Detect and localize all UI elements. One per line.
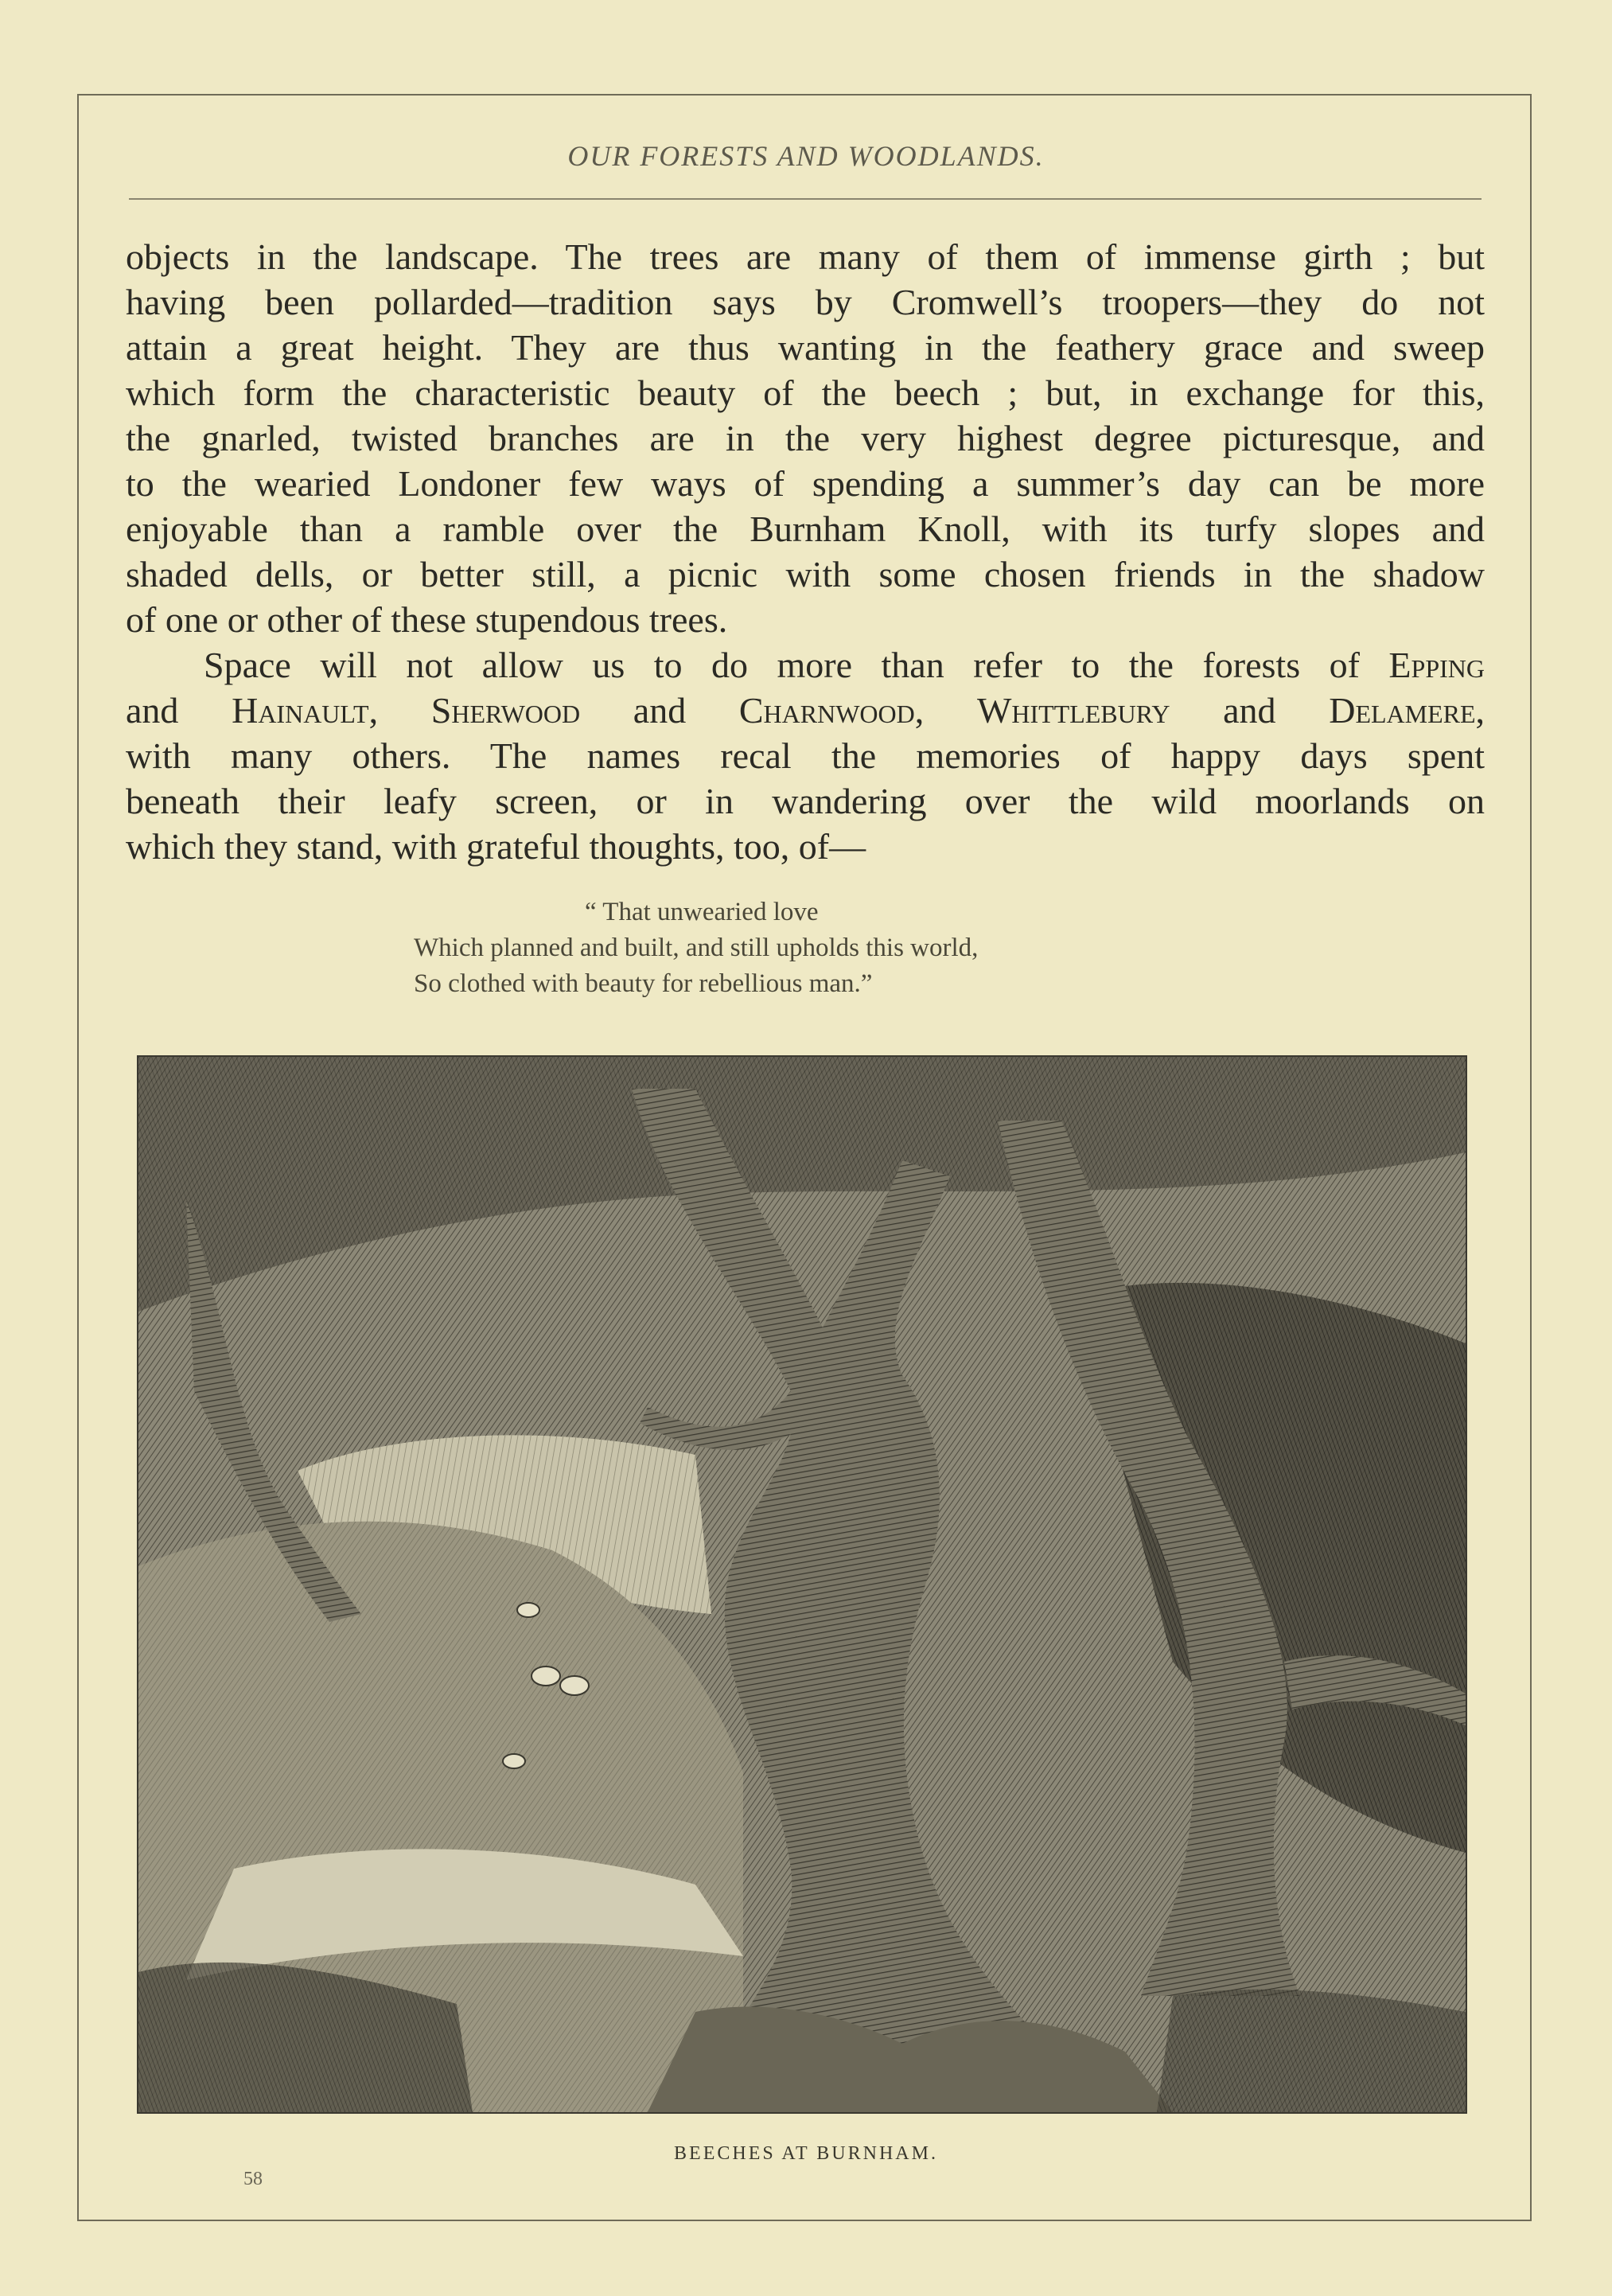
- verse-quotation: [414, 895, 1178, 1002]
- forest-name-sherwood: Sherwood: [430, 690, 581, 731]
- head-rule: [129, 198, 1482, 200]
- body-line: having been pollarded—tradition says by Cromwell’s troopers—they do not: [126, 282, 1485, 322]
- running-head: OUR FORESTS AND WOODLANDS.: [567, 140, 1045, 172]
- conjunction: and: [633, 690, 687, 731]
- quote-line: So clothed with beauty for rebellious man.”: [414, 969, 873, 998]
- body-line: objects in the landscape. The trees are many of them of immense girth ; but: [126, 236, 1485, 277]
- forest-name-charnwood: Charnwood,: [738, 690, 925, 731]
- forest-name-delamere: Delamere,: [1329, 690, 1485, 731]
- body-line: shaded dells, or better still, a picnic with some chosen friends in the shadow: [126, 554, 1485, 594]
- forest-name-epping: Epping: [1388, 645, 1485, 685]
- body-line: the gnarled, twisted branches are in the very highest degree picturesque, and: [126, 418, 1485, 458]
- illustration-caption: BEECHES AT BURNHAM.: [674, 2143, 938, 2164]
- forest-name-whittlebury: Whittlebury: [976, 690, 1170, 731]
- body-line: which they stand, with grateful thoughts, too, of—: [126, 826, 866, 867]
- body-line: attain a great height. They are thus wanting in the feathery grace and sweep: [126, 327, 1485, 368]
- body-line: of one or other of these stupendous trees.: [126, 599, 728, 640]
- para2-text: Space will not allow us to do more than refer to the forests of: [204, 645, 1360, 685]
- body-line: enjoyable than a ramble over the Burnham Knoll, with its turfy slopes and: [126, 509, 1485, 549]
- forest-name-hainault: Hainault,: [232, 690, 379, 731]
- body-line: beneath their leafy screen, or in wandering over the wild moorlands on: [126, 781, 1485, 821]
- quote-line: “ That unwearied love: [585, 898, 819, 926]
- conjunction: and: [126, 690, 179, 731]
- body-line: with many others. The names recal the memories of happy days spent: [126, 735, 1485, 776]
- engraving-beeches-at-burnham: [137, 1055, 1467, 2114]
- body-line: to the wearied Londoner few ways of spending a summer’s day can be more: [126, 463, 1485, 504]
- paragraph-2-line-1: [126, 642, 1485, 688]
- quote-line: Which planned and built, and still upholds this world,: [414, 934, 979, 962]
- page-number: 58: [243, 2169, 263, 2189]
- body-line: which form the characteristic beauty of the beech ; but, in exchange for this,: [126, 372, 1485, 413]
- conjunction: and: [1223, 690, 1276, 731]
- engraving-drawing: [138, 1057, 1466, 2112]
- paragraph-2-line-2: [126, 688, 1485, 733]
- body-text: [126, 234, 1485, 869]
